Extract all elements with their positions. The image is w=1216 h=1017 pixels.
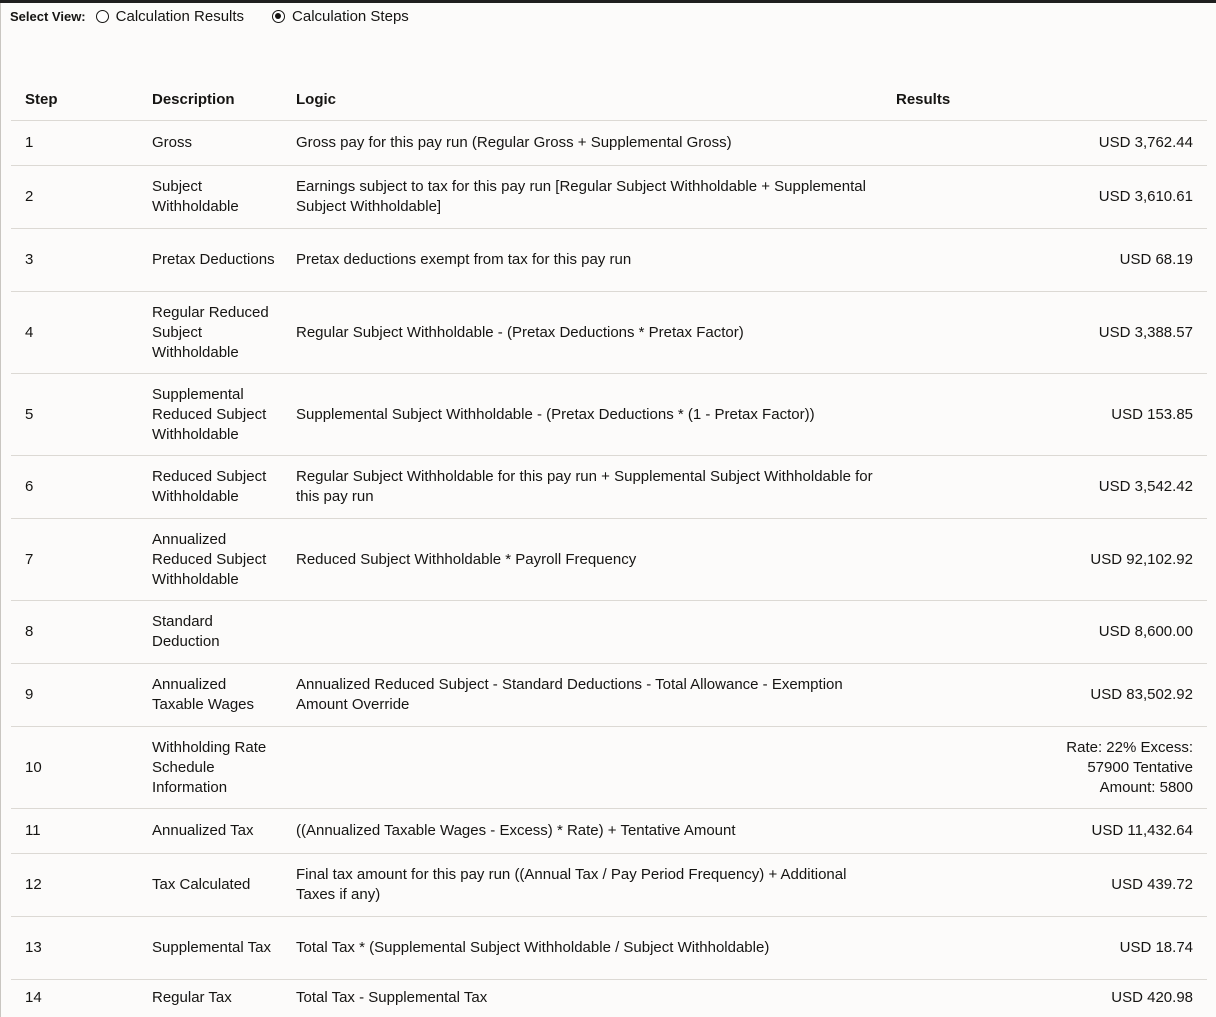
step-description: Annualized Tax [152,822,254,839]
table-row [11,166,1207,229]
step-result: USD 439.72 [1111,876,1193,893]
step-result: USD 83,502.92 [1090,686,1193,703]
frame-border [0,3,1,1017]
step-number: 9 [11,664,152,727]
step-result: USD 3,542.42 [1098,478,1193,495]
step-number: 6 [11,456,152,519]
step-number: 14 [25,989,42,1006]
radio-calculation-steps-label: Calculation Steps [292,7,409,25]
step-description: Annualized Taxable Wages [152,676,254,713]
column-header-results: Results [896,80,1207,121]
step-result: USD 8,600.00 [1098,623,1193,640]
table-row [11,727,1207,809]
radio-checked-icon[interactable] [272,10,285,23]
step-number: 12 [11,854,152,917]
step-logic: Final tax amount for this pay run ((Annual Tax / Pay Period Frequency) + Additional Taxes if any) [296,866,847,903]
step-description: Annualized Reduced Subject Withholdable [152,530,267,588]
step-description: Standard Deduction [152,613,220,650]
step-logic: Regular Subject Withholdable for this pay run + Supplemental Subject Withholdable for this pay run [296,468,873,505]
step-number: 8 [11,601,152,664]
table-row [11,664,1207,727]
step-number: 4 [11,292,152,374]
view-selector-label: Select View: [10,8,86,24]
table-row [11,374,1207,456]
step-logic: Total Tax - Supplemental Tax [296,989,488,1006]
table-row [11,292,1207,374]
step-number: 2 [11,166,152,229]
step-result: USD 3,762.44 [1098,134,1193,151]
step-result: USD 11,432.64 [1091,822,1193,839]
step-logic: Regular Subject Withholdable - (Pretax Deductions * Pretax Factor) [296,323,744,341]
step-result: USD 153.85 [1111,405,1193,423]
step-result: USD 18.74 [1119,939,1193,956]
step-description: Subject Withholdable [152,178,239,215]
view-selector [10,5,437,27]
step-description: Reduced Subject Withholdable [152,468,267,505]
step-description: Supplemental Reduced Subject Withholdable [152,385,267,443]
column-header-logic: Logic [296,80,896,121]
step-result: USD 420.98 [1111,989,1193,1006]
table-row [11,121,1207,166]
step-number: 5 [11,374,152,456]
step-logic: Supplemental Subject Withholdable - (Pretax Deductions * (1 - Pretax Factor)) [296,405,815,423]
step-description: Regular Tax [152,989,232,1006]
step-logic: ((Annualized Taxable Wages - Excess) * Rate) + Tentative Amount [296,822,736,839]
step-logic: Pretax deductions exempt from tax for this pay run [296,251,632,268]
table-row [11,809,1207,854]
step-number: 10 [11,727,152,809]
step-result: USD 92,102.92 [1090,550,1193,568]
table-header-row [11,80,1207,121]
column-header-step: Step [11,80,152,121]
step-result: USD 3,388.57 [1098,323,1193,341]
step-number: 1 [11,121,152,166]
step-result: USD 3,610.61 [1098,188,1193,205]
table-row [11,229,1207,292]
calculation-steps-table [11,80,1207,1016]
table-row [11,601,1207,664]
radio-unchecked-icon[interactable] [96,10,109,23]
column-header-description: Description [152,80,296,121]
step-number: 3 [11,229,152,292]
step-description: Withholding Rate Schedule Information [152,738,267,796]
step-logic: Reduced Subject Withholdable * Payroll Frequency [296,550,637,568]
step-logic: Total Tax * (Supplemental Subject Withholdable / Subject Withholdable) [296,939,770,956]
step-number: 13 [11,917,152,980]
table-row [11,456,1207,519]
step-logic: Gross pay for this pay run (Regular Gross + Supplemental Gross) [296,134,732,151]
step-result: USD 68.19 [1119,251,1193,268]
step-logic: Annualized Reduced Subject - Standard Deductions - Total Allowance - Exemption Amount Override [296,676,843,713]
step-description: Regular Reduced Subject Withholdable [152,303,269,361]
radio-calculation-results[interactable] [96,8,244,25]
step-number: 11 [11,809,152,854]
step-logic: Earnings subject to tax for this pay run [Regular Subject Withholdable + Supplemental Subject Withholdable] [296,178,866,215]
step-number: 7 [11,519,152,601]
step-result: Rate: 22% Excess: 57900 Tentative Amount: 5800 [1066,738,1193,796]
table-row [11,980,1207,1017]
table-row [11,917,1207,980]
radio-calculation-steps[interactable] [272,8,409,25]
step-description: Pretax Deductions [152,251,275,268]
step-description: Gross [152,134,193,151]
table-row [11,854,1207,917]
step-description: Supplemental Tax [152,939,271,956]
radio-calculation-results-label: Calculation Results [115,7,245,25]
step-description: Tax Calculated [152,876,251,893]
table-row [11,519,1207,601]
